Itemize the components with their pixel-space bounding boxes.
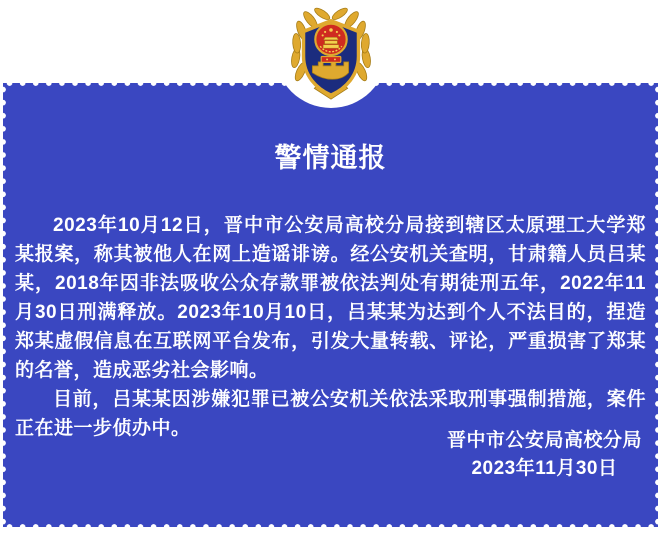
notice-paragraph: 2023年10月12日，晋中市公安局高校分局接到辖区太原理工大学郑某报案，称其被他人在网上造谣诽谤。经公安机关查明，甘肃籍人员吕某某，2018年因非法吸收公众存款罪被依法判处有期徒刑五年，2022年11月30日刑满释放。2023年10月10日，吕某某为达到个人不法目的，捏造郑某虚假信息在互联网平台发布，引发大量转载、评论，严重损害了郑某的名誉，造成恶劣社会影响。 (15, 215, 646, 381)
notice-content (3, 83, 658, 527)
signature-agency: 晋中市公安局高校分局 (446, 430, 642, 451)
notice-title: 警情通报 (274, 143, 387, 173)
signature-date: 2023年11月30日 (471, 458, 618, 479)
notice-body (3, 211, 658, 443)
notice-paragraph: 目前，吕某某因涉嫌犯罪已被公安机关依法采取刑事强制措施，案件正在进一步侦办中。 (15, 389, 646, 439)
signature-block (447, 427, 642, 483)
